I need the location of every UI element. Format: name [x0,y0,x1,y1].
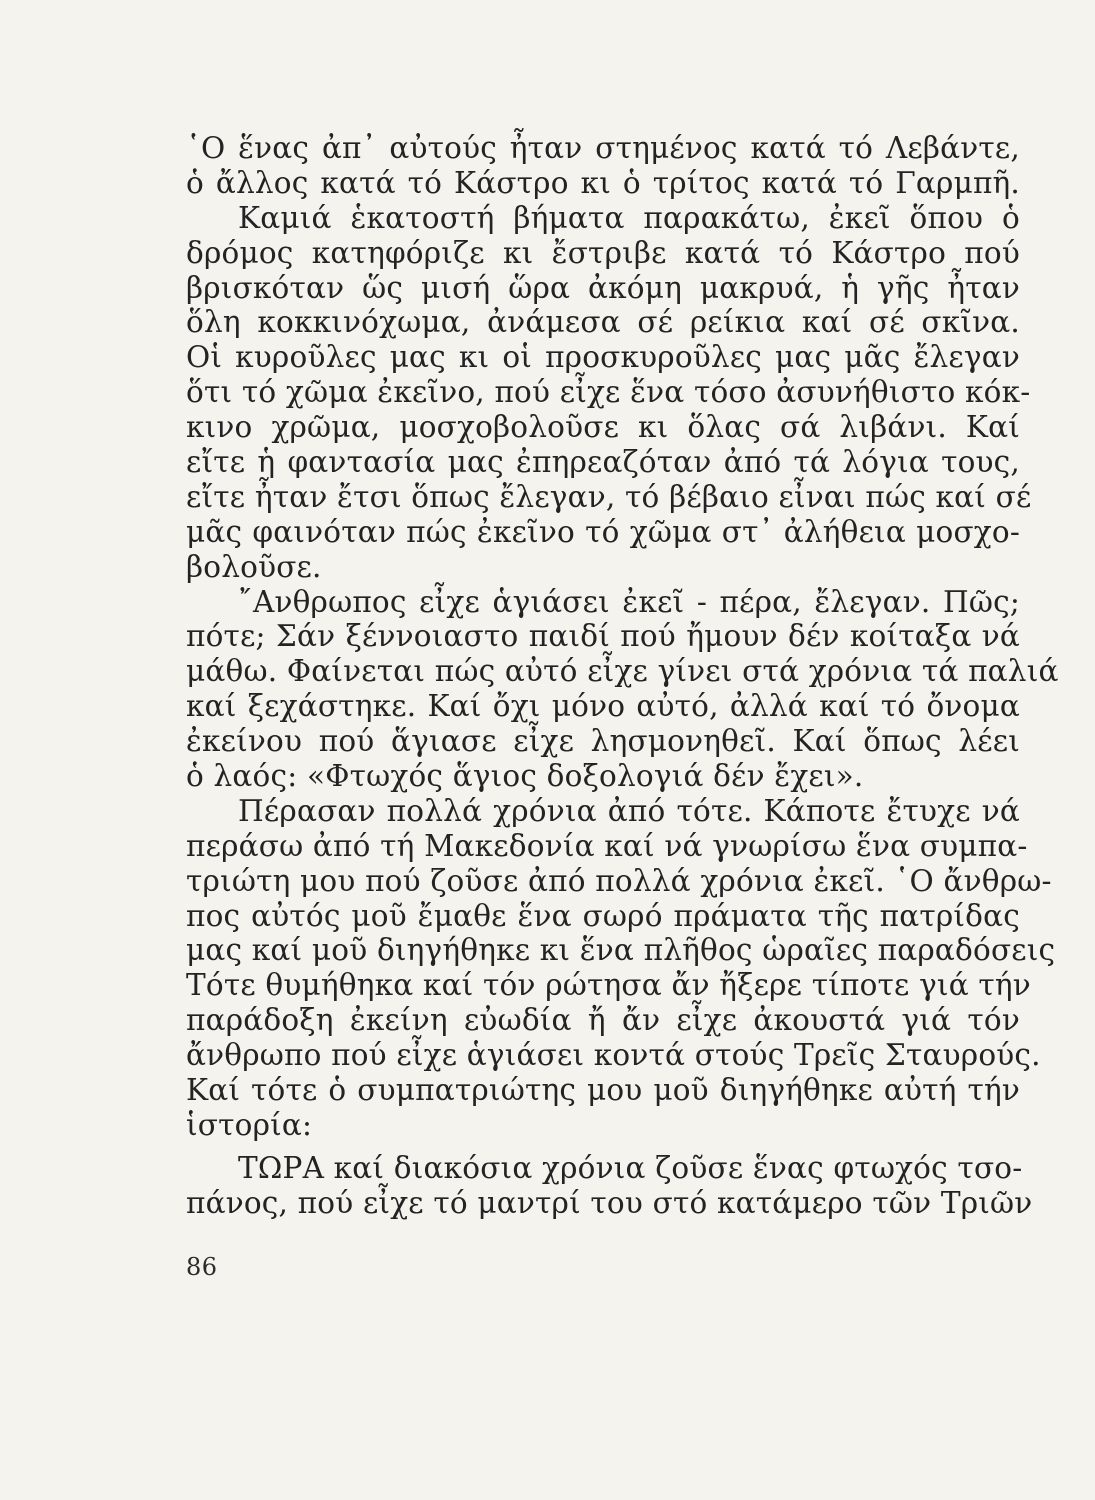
text-line: κινο χρῶμα, μοσχοβολοῦσε κι ὅλας σά λιβάνι. Καί [186,410,1020,445]
text-line: ὁ ἄλλος κατά τό Κάστρο κι ὁ τρίτος κατά τό Γαρμπῆ. [186,165,1020,200]
text-line: πος αὐτός μοῦ ἔμαθε ἕνα σωρό πράματα τῆς πατρίδας [186,898,1020,933]
text-line: ΤΩΡΑ καί διακόσια χρόνια ζοῦσε ἕνας φτωχός τσο- [238,1151,1023,1185]
text-line: Τότε θυμήθηκα καί τόν ρώτησα ἄν ἤξερε τίποτε γιά τήν [186,968,1031,1003]
text-line: Καμιά ἑκατοστή βήματα παρακάτω, ἐκεῖ ὅπου ὁ [238,200,1020,235]
text-line: Καί τότε ὁ συμπατριώτης μου μοῦ διηγήθηκε αὐτή τήν [186,1073,1020,1108]
text-line: ῾Ο ἕνας ἀπ᾿ αὐτούς ἦταν στημένος κατά τό Λεβάντε, [186,131,1020,165]
text-line: τριώτη μου πού ζοῦσε ἀπό πολλά χρόνια ἐκεῖ. ῾Ο ἄνθρω- [186,863,1052,898]
text-line: ῎Ανθρωπος εἶχε ἁγιάσει ἐκεῖ - πέρα, ἔλεγαν. Πῶς; [238,584,1020,619]
text-line: Οἱ κυροῦλες μας κι οἱ προσκυροῦλες μας μᾶς ἔλεγαν [186,340,1020,375]
text-line: ὅτι τό χῶμα ἐκεῖνο, πού εἶχε ἕνα τόσο ἀσυνήθιστο κόκ- [186,375,1031,410]
text-line: ἱστορία: [186,1107,313,1142]
text-line: μάθω. Φαίνεται πώς αὐτό εἶχε γίνει στά χρόνια τά παλιά [186,654,1059,689]
text-line: πάνος, πού εἶχε τό μαντρί του στό κατάμερο τῶν Τριῶν [186,1185,1033,1220]
text-line: μᾶς φαινόταν πώς ἐκεῖνο τό χῶμα στ᾿ ἀλήθεια μοσχο- [186,514,1020,549]
text-line: Πέρασαν πολλά χρόνια ἀπό τότε. Κάποτε ἔτυχε νά [238,793,1020,828]
text-line: βρισκόταν ὥς μισή ὥρα ἀκόμη μακρυά, ἡ γῆς ἦταν [186,270,1020,305]
text-line: ὁ λαός: «Φτωχός ἅγιος δοξολογιά δέν ἔχει». [186,759,864,794]
text-line: ὅλη κοκκινόχωμα, ἀνάμεσα σέ ρείκια καί σέ σκῖνα. [186,305,1020,340]
text-line: μας καί μοῦ διηγήθηκε κι ἕνα πλῆθος ὡραῖες παραδόσεις [186,933,1056,968]
text-line: εἴτε ἦταν ἔτσι ὅπως ἔλεγαν, τό βέβαιο εἶναι πώς καί σέ [186,479,1032,514]
text-line: περάσω ἀπό τή Μακεδονία καί νά γνωρίσω ἕνα συμπα- [186,828,1028,863]
text-line: πότε; Σάν ξέννοιαστο παιδί πού ἤμουν δέν κοίταξα νά [186,619,1020,654]
text-line: ἐκείνου πού ἅγιασε εἶχε λησμονηθεῖ. Καί ὅπως λέει [186,724,1020,759]
text-line: εἴτε ἡ φαντασία μας ἐπηρεαζόταν ἀπό τά λόγια τους, [186,445,1020,480]
page-number: 86 [186,1253,218,1281]
text-line: βολοῦσε. [186,549,322,584]
text-line: δρόμος κατηφόριζε κι ἔστριβε κατά τό Κάστρο πού [186,235,1020,270]
text-line: παράδοξη ἐκείνη εὐωδία ἤ ἄν εἶχε ἀκουστά γιά τόν [186,1003,1020,1038]
text-line: καί ξεχάστηκε. Καί ὄχι μόνο αὐτό, ἀλλά καί τό ὄνομα [186,689,1020,724]
main-text-block [186,131,1059,1143]
text-line: ἄνθρωπο πού εἶχε ἁγιάσει κοντά στούς Τρεῖς Σταυρούς. [186,1038,1041,1073]
story-opening-block [186,1151,1033,1221]
